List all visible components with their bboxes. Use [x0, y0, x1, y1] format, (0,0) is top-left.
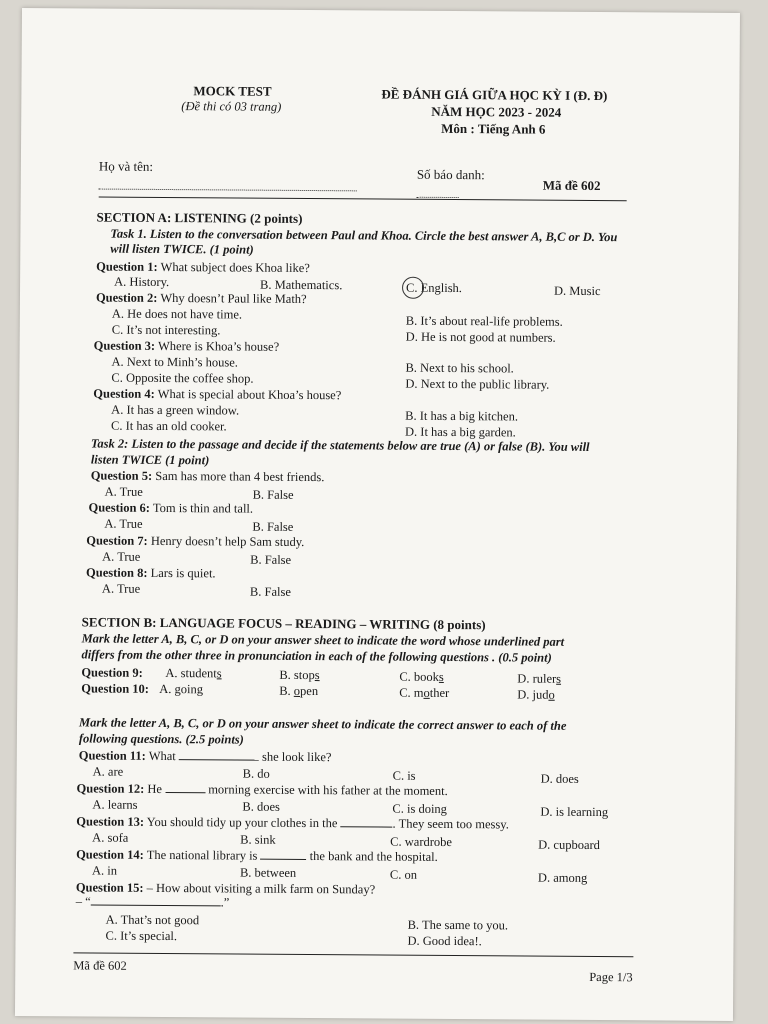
- q10-option-b[interactable]: B. open: [279, 683, 319, 699]
- q12-option-d[interactable]: D. is learning: [540, 804, 609, 820]
- question-1: Question 1: What subject does Khoa like?: [96, 259, 310, 276]
- q12-option-b[interactable]: B. does: [242, 799, 280, 814]
- header-divider: [99, 197, 627, 202]
- question-15: Question 15: – How about visiting a milk farm on Sunday?: [75, 880, 376, 897]
- question-4: Question 4: What is special about Khoa’s house?: [93, 386, 342, 403]
- question-3: Question 3: Where is Khoa’s house?: [93, 338, 280, 354]
- q14-option-a[interactable]: A. in: [91, 863, 118, 878]
- q13-option-c[interactable]: C. wardrobe: [390, 834, 453, 850]
- q14-option-d[interactable]: D. among: [537, 870, 588, 885]
- q4-option-a[interactable]: A. It has a green window.: [111, 402, 240, 418]
- q9-option-b[interactable]: B. stops: [279, 667, 320, 683]
- q13-option-b[interactable]: B. sink: [240, 832, 276, 847]
- q9-option-c[interactable]: C. books: [399, 669, 444, 684]
- section-b-title: SECTION B: LANGUAGE FOCUS – READING – WRITING (8 points): [81, 614, 486, 633]
- question-11: Question 11: What she look like?: [78, 748, 332, 765]
- task2-instruction-line2: listen TWICE (1 point): [90, 452, 210, 468]
- q14-blank[interactable]: [261, 859, 307, 860]
- q3-option-b[interactable]: B. Next to his school.: [405, 360, 514, 376]
- page-count-note: (Đề thi có 03 trang): [181, 99, 282, 114]
- question-2: Question 2: Why doesn’t Paul like Math?: [95, 290, 307, 306]
- q6-option-false[interactable]: B. False: [252, 519, 294, 534]
- name-label: Họ và tên:: [98, 158, 154, 174]
- q15-option-b[interactable]: B. The same to you.: [407, 917, 509, 933]
- student-id-field[interactable]: [417, 185, 459, 195]
- q4-option-d[interactable]: D. It has a big garden.: [405, 424, 516, 440]
- question-10-label: Question 10:: [81, 681, 150, 696]
- q13-option-a[interactable]: A. sofa: [92, 830, 129, 845]
- q8-option-true[interactable]: A. True: [101, 581, 141, 596]
- q13-blank[interactable]: [341, 826, 393, 827]
- q12-option-a[interactable]: A. learns: [92, 797, 138, 812]
- q15-option-c[interactable]: C. It’s special.: [105, 928, 178, 944]
- mock-test-title: MOCK TEST: [193, 83, 272, 99]
- school-year: NĂM HỌC 2023 - 2024: [431, 103, 562, 120]
- q9-option-d[interactable]: D. rulers: [517, 671, 562, 686]
- q3-option-c[interactable]: C. Opposite the coffee shop.: [111, 370, 254, 386]
- pronunciation-instruction-line2: differs from the other three in pronunciation in each of the following questions . (0.5 point): [81, 647, 552, 665]
- question-7: Question 7: Henry doesn’t help Sam study.: [86, 533, 305, 549]
- question-9-label: Question 9:: [81, 665, 143, 680]
- q1-option-b[interactable]: B. Mathematics.: [260, 277, 343, 293]
- q1-option-c[interactable]: C. English.: [406, 280, 463, 296]
- q4-option-c[interactable]: C. It has an old cooker.: [111, 418, 227, 434]
- q1-option-d[interactable]: D. Music: [553, 283, 601, 299]
- footer-exam-code: Mã đề 602: [73, 958, 127, 973]
- question-8: Question 8: Lars is quiet.: [86, 565, 216, 581]
- pronunciation-instruction-line1: Mark the letter A, B, C, or D on your answer sheet to indicate the word whose underlined part: [81, 631, 565, 649]
- student-id-label: Số báo danh:: [416, 166, 485, 183]
- q11-option-a[interactable]: A. are: [92, 764, 124, 779]
- q2-option-c[interactable]: C. It’s not interesting.: [111, 322, 221, 338]
- q8-option-false[interactable]: B. False: [249, 584, 291, 599]
- question-6: Question 6: Tom is thin and tall.: [88, 500, 254, 516]
- q1-option-a[interactable]: A. History.: [114, 274, 170, 290]
- page-number: Page 1/3: [589, 969, 633, 985]
- question-14: Question 14: The national library is the bank and the hospital.: [76, 847, 438, 864]
- q15-answer-line: – “ .”: [75, 894, 230, 910]
- q5-option-true[interactable]: A. True: [104, 484, 143, 499]
- exam-title: ĐỀ ĐÁNH GIÁ GIỮA HỌC KỲ I (Đ. Đ): [381, 86, 608, 104]
- q11-option-d[interactable]: D. does: [540, 771, 579, 786]
- q12-blank[interactable]: [165, 792, 205, 793]
- q11-option-c[interactable]: C. is: [392, 768, 416, 783]
- task2-instruction-line1: Task 2: Listen to the passage and decide if the statements below are true (A) or false (B). You will: [90, 436, 590, 454]
- q14-option-c[interactable]: C. on: [389, 867, 418, 882]
- exam-sheet: [15, 8, 740, 1021]
- q6-option-true[interactable]: A. True: [104, 516, 143, 531]
- q10-option-d[interactable]: D. judo: [517, 687, 555, 702]
- grammar-instruction-line2: following questions. (2.5 points): [78, 731, 244, 747]
- answer-circle-mark: [402, 277, 424, 299]
- footer-divider: [73, 952, 633, 957]
- q15-blank[interactable]: [91, 905, 221, 907]
- task1-instruction-line2: will listen TWICE. (1 point): [110, 241, 254, 257]
- q9-option-a[interactable]: A. students: [165, 666, 222, 681]
- q4-option-b[interactable]: B. It has a big kitchen.: [405, 408, 519, 424]
- q10-option-a[interactable]: A. going: [159, 681, 204, 697]
- q5-option-false[interactable]: B. False: [252, 487, 294, 502]
- question-5: Question 5: Sam has more than 4 best friends.: [90, 468, 325, 485]
- q11-option-b[interactable]: B. do: [242, 766, 270, 781]
- subject: Môn : Tiếng Anh 6: [441, 120, 546, 137]
- q14-option-b[interactable]: B. between: [239, 865, 297, 880]
- q3-option-a[interactable]: A. Next to Minh’s house.: [111, 354, 238, 370]
- name-field[interactable]: [99, 177, 357, 189]
- q2-option-d[interactable]: D. He is not good at numbers.: [405, 329, 556, 345]
- q15-option-d[interactable]: D. Good idea!.: [407, 933, 482, 949]
- q7-option-true[interactable]: A. True: [102, 549, 141, 564]
- q2-option-b[interactable]: B. It’s about real-life problems.: [405, 313, 563, 329]
- q13-option-d[interactable]: D. cupboard: [538, 837, 601, 853]
- q12-option-c[interactable]: C. is doing: [392, 801, 447, 816]
- section-a-title: SECTION A: LISTENING (2 points): [96, 209, 303, 226]
- task1-instruction-line1: Task 1. Listen to the conversation between Paul and Khoa. Circle the best answer A, B,C or D. You: [110, 226, 618, 245]
- q3-option-d[interactable]: D. Next to the public library.: [405, 376, 550, 392]
- q7-option-false[interactable]: B. False: [250, 552, 292, 567]
- q2-option-a[interactable]: A. He does not have time.: [111, 306, 243, 322]
- q10-option-c[interactable]: C. mother: [399, 685, 450, 700]
- q15-option-a[interactable]: A. That’s not good: [105, 912, 200, 928]
- grammar-instruction-line1: Mark the letter A, B, C, or D on your answer sheet to indicate the correct answer to each of the: [78, 715, 567, 733]
- exam-code: Mã đề 602: [542, 177, 601, 194]
- question-13: Question 13: You should tidy up your clothes in the . They seem too messy.: [76, 814, 509, 832]
- q11-blank[interactable]: [179, 759, 259, 761]
- question-12: Question 12: He morning exercise with his father at the moment.: [76, 781, 448, 798]
